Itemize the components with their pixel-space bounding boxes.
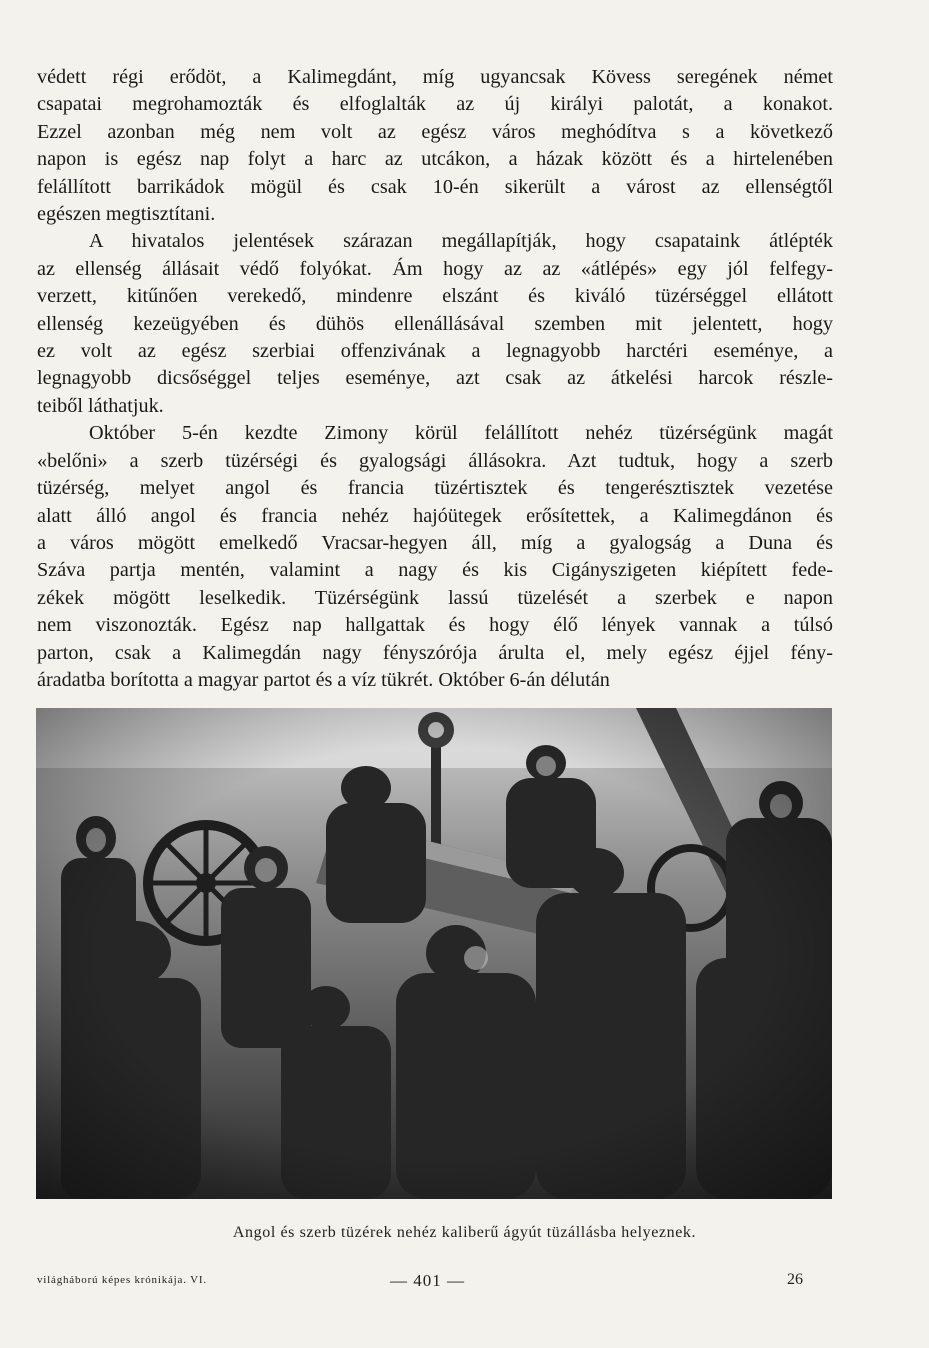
text-line: nem viszonozták. Egész nap hallgattak és hogy élő lények vannak a túlsó — [37, 614, 833, 637]
footer-sheet-number: 26 — [787, 1271, 803, 1288]
paragraph — [37, 64, 833, 228]
text-line: verzett, kitűnően verekedő, mindenre elszánt és kiváló tüzérséggel ellátott — [37, 285, 833, 308]
text-line: napon is egész nap folyt a harc az utcákon, a házak között és a hirtelenében — [37, 148, 833, 171]
text-line: zékek mögött leselkedik. Tüzérségünk lassú tüzelését a szerbek e napon — [37, 586, 833, 609]
text-line: ellenség kezeügyében és dühös ellenállásával szemben mit jelentett, hogy — [37, 312, 833, 335]
text-line: A hivatalos jelentések szárazan megállapítják, hogy csapataink átlépték — [89, 230, 833, 253]
text-line: ez volt az egész szerbiai offenzivának a legnagyobb harctéri eseménye, a — [37, 340, 833, 363]
text-line: legnagyobb dicsőséggel teljes eseménye, azt csak az átkelési harcok részle- — [37, 367, 833, 390]
text-line: csapatai megrohamozták és elfoglalták az új királyi palotát, a konakot. — [37, 93, 833, 116]
figure-caption: Angol és szerb tüzérek nehéz kaliberű ágyút tüzállásba helyeznek. — [232, 1224, 697, 1241]
footer-page-number: — 401 — — [390, 1271, 465, 1290]
paragraph — [37, 420, 833, 694]
text-line: a város mögött emelkedő Vracsar-hegyen áll, míg a gyalogság a Duna és — [37, 531, 833, 554]
text-line: egészen megtisztítani. — [37, 203, 216, 226]
photograph-artillery-crew — [36, 708, 832, 1199]
text-line: védett régi erődöt, a Kalimegdánt, míg ugyancsak Kövess seregének német — [37, 66, 833, 88]
text-line: «belőni» a szerb tüzérségi és gyalogsági állásokra. Azt tudtuk, hogy a szerb — [37, 449, 833, 472]
body-text — [37, 64, 833, 694]
paragraph — [37, 228, 833, 420]
text-line: áradatba borította a magyar partot és a víz tükrét. Október 6-án délután — [37, 668, 610, 691]
text-line: az ellenség állásait védő folyókat. Ám hogy az az «átlépés» egy jól felfegy- — [37, 257, 833, 280]
text-line: teiből láthatjuk. — [37, 394, 164, 417]
text-line: alatt álló angol és francia nehéz hajóütegek erősítettek, a Kalimegdánon és — [37, 504, 833, 527]
text-line: Október 5-én kezdte Zimony körül felállított nehéz tüzérségünk magát — [89, 422, 833, 445]
footer-book-title: világháború képes krónikája. VI. — [37, 1274, 207, 1286]
text-line: Ezzel azonban még nem volt az egész város meghódítva s a következő — [37, 120, 833, 143]
text-line: tüzérség, melyet angol és francia tüzértisztek és tengerésztisztek vezetése — [37, 477, 833, 500]
text-line: Száva partja mentén, valamint a nagy és kis Cigányszigeten kiépített fede- — [37, 559, 833, 582]
text-line: felállított barrikádok mögül és csak 10-én sikerült a várost az ellenségtől — [37, 175, 833, 198]
text-line: parton, csak a Kalimegdán nagy fényszórója árulta el, mely egész éjjel fény- — [37, 641, 833, 664]
